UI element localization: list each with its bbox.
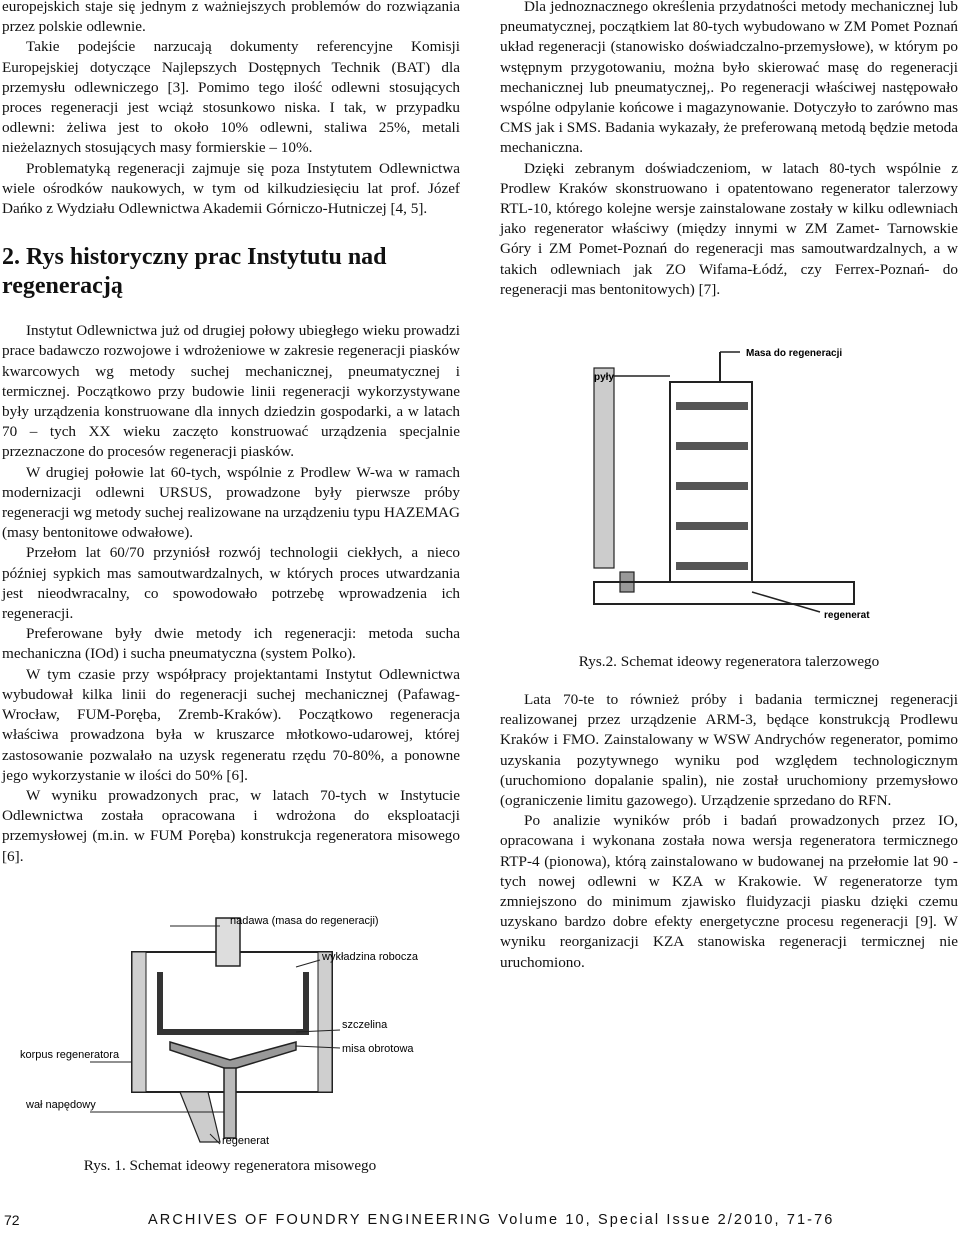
dust-duct — [594, 368, 614, 568]
section-paragraph-6: W wyniku prowadzonych prac, w latach 70-tych w Instytucie Odlewnictwa została opracowana i wdrożona do eksploatacji przemysłowej (m.in. w FUM Poręba) konstrukcja regeneratora misowego [6]. — [2, 786, 460, 865]
label-output: regenerat — [222, 1135, 270, 1147]
label-gap: szczelina — [342, 1019, 388, 1031]
output-chute — [180, 1092, 220, 1142]
drive-shaft — [224, 1068, 236, 1138]
section-paragraph-1: Instytut Odlewnictwa już od drugiej połowy ubiegłego wieku prowadzi prace badawczo rozwojowe i wdrożeniowe w zakresie regeneracji piasków kwarcowych wg metody suchej mechanicznej, pneumatycznej i termicznej. Początkowo przy budowie linii regeneracji wykorzystywane były urządzenia konstruowane dla innych dziedzin gospodarki, a w latach 70 – tych XX wieku zaczęto konstruować urządzenia specjalnie przeznaczone do procesów regeneracji piasków. — [2, 322, 460, 461]
label-lining: wykładzina robocza — [322, 951, 418, 963]
plates — [676, 402, 748, 570]
right-paragraph-3: Lata 70-te to również próby i badania termicznej regeneracji realizowanej przez urządzenie ARM-3, będące konstrukcją Prodlewu Kraków i FMO. Zainstalowany w WSW Andrychów regenerator, pomimo uzyskania pozytywnego wyniku pod względem technologicznym (uruchomiono dopalanie spalin), nie został uruchomiony przemysłowo (ograniczenie limitu gazowego). Urządzenie sprzedano do RFN. — [500, 691, 958, 810]
right-paragraph-1: Dla jednoznacznego określenia przydatności metody mechanicznej lub pneumatycznej, początkiem lat 80-tych wybudowano w ZM Pomet Poznań układ regeneracji (stanowisko doświadczalno-przemysłowe), w którym po wstępnym przygotowaniu, można było skierować masę do regeneracji mechanicznej lub pneumatycznej,. Po regeneracji właściwej następowało wspólne odpylanie końcowe i magazynowanie. Dotyczyło to zarówno mas CMS jak i SMS. Badania wykazały, że preferowaną metodą będzie metoda mechaniczna. — [500, 0, 958, 157]
label-feed: Masa do regeneracji — [746, 348, 843, 359]
section-paragraph-2: W drugiej połowie lat 60-tych, wspólnie z Prodlew W-wa w ramach modernizacji odlewni URSUS, prowadzone były pierwsze próby regeneracji wg metody suchej realizowane na urządzeniu typu HAZEMAG (masy bentonitowe odwałowe). — [2, 463, 460, 542]
section-paragraph-5: W tym czasie przy współpracy projektantami Instytut Odlewnictwa wybudował kilka linii do regeneracji suchej mechanicznej (Pafawag-Wrocław, FUM-Poręba, Zremb-Kraków). Początkowo regeneracja właściwa prowadzona była w kruszarce młotkowo-udarowej, której zastosowanie pozwalało na uzysk regeneratu rzędu 70-80%, a ponowne jego wykorzystanie w ilości do 50% [6]. — [2, 665, 460, 784]
section-paragraph-4: Preferowane były dwie metody ich regeneracji: metoda sucha mechaniczna (IOd) i sucha pneumatyczna (system Polko). — [2, 625, 460, 663]
label-shaft: wał napędowy — [26, 1099, 96, 1111]
intro-paragraph-3: Problematyką regeneracji zajmuje się poza Instytutem Odlewnictwa wiele ośrodków naukowych, w tym od kilkudziesięciu lat prof. Józef Dańko z Wydziału Odlewnictwa Akademii Górniczo-Hutniczej [4, 5]. — [2, 159, 460, 218]
right-paragraph-2: Dzięki zebranym doświadczeniom, w latach 80-tych wspólnie z Prodlew Kraków skonstruowano i opatentowano regenerator talerzowy RTL-10, którego kolejne wersje zainstalowane zostały w kilku odlewniach jako regenerator właściwy (między innymi w ZM Zamet- Tarnowskie Góry i ZM Pomet-Poznań do regeneracji mas samoutwardzalnych, a w takich odlewniach jak ZO Wifama-Łódź, czy Ferrex-Poznań- do regeneracji mas bentonitowych) [7]. — [500, 159, 958, 298]
intro-paragraph-1: europejskich staje się jednym z ważniejszych problemów do rozwiązania przez polskie odlewnie. — [2, 0, 460, 36]
label-output: regenerat — [824, 610, 870, 621]
label-body: korpus regeneratora — [20, 1049, 120, 1061]
label-dust: pyły — [594, 372, 615, 383]
label-feed: nadawa (masa do regeneracji) — [230, 915, 379, 927]
section-paragraph-3: Przełom lat 60/70 przyniósł rozwój technologii ciekłych, a nieco później sypkich mas samoutwardzalnych, w których proces utwardzania jest nieodwracalny, co spowodowało potrzebę wprowadzenia ich regeneracji. — [2, 544, 460, 623]
right-column-lower — [500, 690, 958, 973]
figure-1-bowl-regenerator — [20, 912, 440, 1152]
left-column — [2, 0, 460, 867]
intro-paragraph-2: Takie podejście narzucają dokumenty referencyjne Komisji Europejskiej dotyczące Najlepszych Dostępnych Technik (BAT) dla przemysłu odlewniczego [3]. Pomimo tego ilość odlewni stosujących proces regeneracji jest wciąż stosunkowo niska. I tak, w przypadku odlewni: żeliwa jest to około 10% odlewni, staliwa 25%, metali nieżelaznych stosujących masy formierskie – 10%. — [2, 38, 460, 157]
figure-1-caption: Rys. 1. Schemat ideowy regeneratora misowego — [83, 1157, 377, 1174]
section-heading: 2. Rys historyczny prac Instytutu nad regeneracją — [2, 244, 387, 300]
rotating-bowl — [170, 1042, 296, 1070]
figure-2-caption: Rys.2. Schemat ideowy regeneratora talerzowego — [578, 653, 880, 670]
right-paragraph-4: Po analizie wyników prób i badań prowadzonych przez IO, opracowana i wykonana została nowa wersja regeneratora termicznego RTP-4 (pionowa), którą zainstalowano w budowanej na przełomie lat 90 - tych nowej odlewni w KZA w Krakowie. W regeneratorze tym zmniejszono do minimum zjawisko fluidyzacji piasku dzięki czemu uzyskano bardzo dobre efekty energetyczne procesu regeneracji [9]. W wyniku reorganizacji KZA stanowiska regeneracji termicznej nie uruchomiono. — [500, 812, 958, 971]
right-column — [500, 0, 958, 300]
page-number: 72 — [4, 1212, 20, 1228]
working-lining — [160, 972, 306, 1032]
label-bowl: misa obrotowa — [342, 1043, 414, 1055]
figure-2-plate-regenerator — [570, 342, 900, 642]
journal-footer: ARCHIVES OF FOUNDRY ENGINEERING Volume 10, Special Issue 2/2010, 71-76 — [148, 1212, 835, 1228]
